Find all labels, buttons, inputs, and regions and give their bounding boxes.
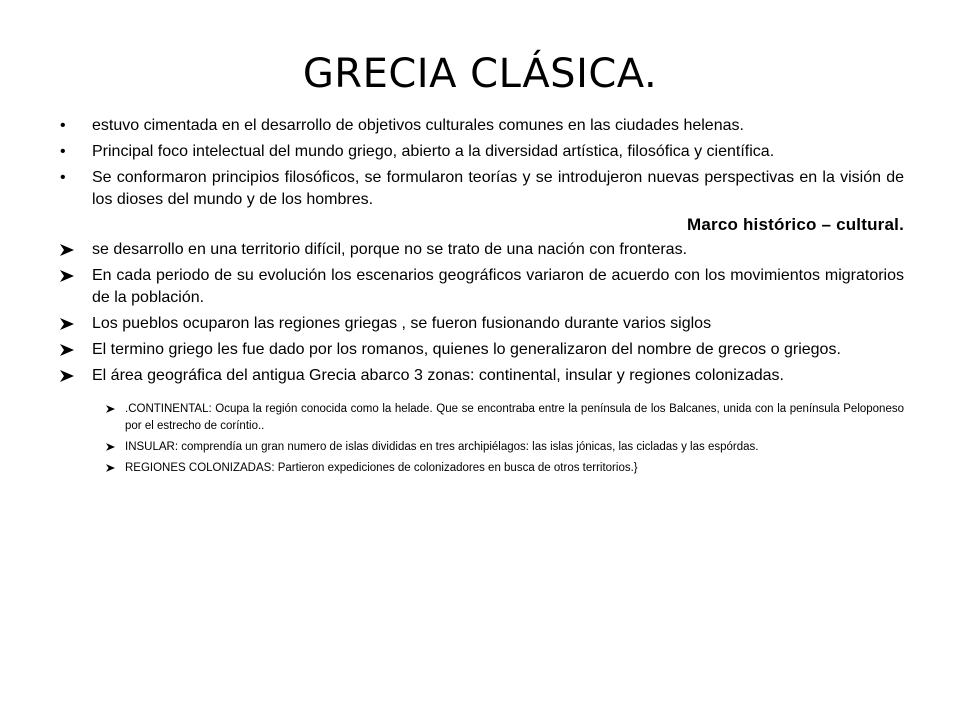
arrow-bullet-icon <box>106 464 115 472</box>
bullet-text: Principal foco intelectual del mundo griego, abierto a la diversidad artística, filosófica y científica. <box>92 143 775 160</box>
bullet-text: estuvo cimentada en el desarrollo de objetivos culturales comunes en las ciudades helenas. <box>92 117 744 134</box>
arrow-bullet-icon <box>106 443 115 451</box>
bullet-item <box>60 167 904 211</box>
zone-item-text: REGIONES COLONIZADAS: Partieron expediciones de colonizadores en busca de otros territorios.} <box>125 462 638 474</box>
arrow-item <box>60 339 904 361</box>
arrow-item-text: El termino griego les fue dado por los romanos, quienes lo generalizaron del nombre de grecos o griegos. <box>92 341 841 358</box>
arrow-bullet-icon <box>106 405 115 413</box>
bullet-item <box>60 141 904 163</box>
zones-sublist <box>60 401 904 477</box>
arrow-bullet-icon <box>60 344 74 356</box>
slide-title: GRECIA CLÁSICA. <box>302 51 658 97</box>
arrow-item <box>60 365 904 387</box>
arrow-bullet-icon <box>60 270 74 282</box>
arrow-bullet-icon <box>60 318 74 330</box>
bullet-item <box>60 115 904 137</box>
arrow-item-text: Los pueblos ocuparon las regiones griegas , se fueron fusionando durante varios siglos <box>92 315 712 332</box>
arrow-item <box>60 313 904 335</box>
arrow-item <box>60 265 904 309</box>
arrow-item-text: se desarrollo en una territorio difícil, porque no se trato de una nación con fronteras. <box>92 241 688 258</box>
bullet-text: Se conformaron principios filosóficos, se formularon teorías y se introdujeron nuevas perspectivas en la visión de los dioses del mundo y de los hombres. <box>92 169 904 208</box>
arrow-bullet-icon <box>60 370 74 382</box>
bullet-dot-icon: • <box>60 169 66 186</box>
zone-item <box>106 439 904 456</box>
zone-item-text: .CONTINENTAL: Ocupa la región conocida como la helade. Que se encontraba entre la península de los Balcanes, unida con la península Peloponeso por el estrecho de coríntio.. <box>125 403 904 432</box>
section-subheading: Marco histórico – cultural. <box>686 215 904 234</box>
arrow-item-text: El área geográfica del antigua Grecia abarco 3 zonas: continental, insular y regiones colonizadas. <box>92 367 784 384</box>
bullet-dot-icon: • <box>60 117 66 134</box>
bullet-dot-icon: • <box>60 143 66 160</box>
slide-body <box>60 115 904 481</box>
arrow-bullet-icon <box>60 244 74 256</box>
zone-item <box>106 460 904 477</box>
zone-item-text: INSULAR: comprendía un gran numero de islas divididas en tres archipiélagos: las islas jónicas, las cicladas y las espórdas. <box>125 441 759 453</box>
zone-item <box>106 401 904 435</box>
arrow-item-text: En cada periodo de su evolución los escenarios geográficos variaron de acuerdo con los movimientos migratorios de la población. <box>92 267 904 306</box>
arrow-item <box>60 239 904 261</box>
